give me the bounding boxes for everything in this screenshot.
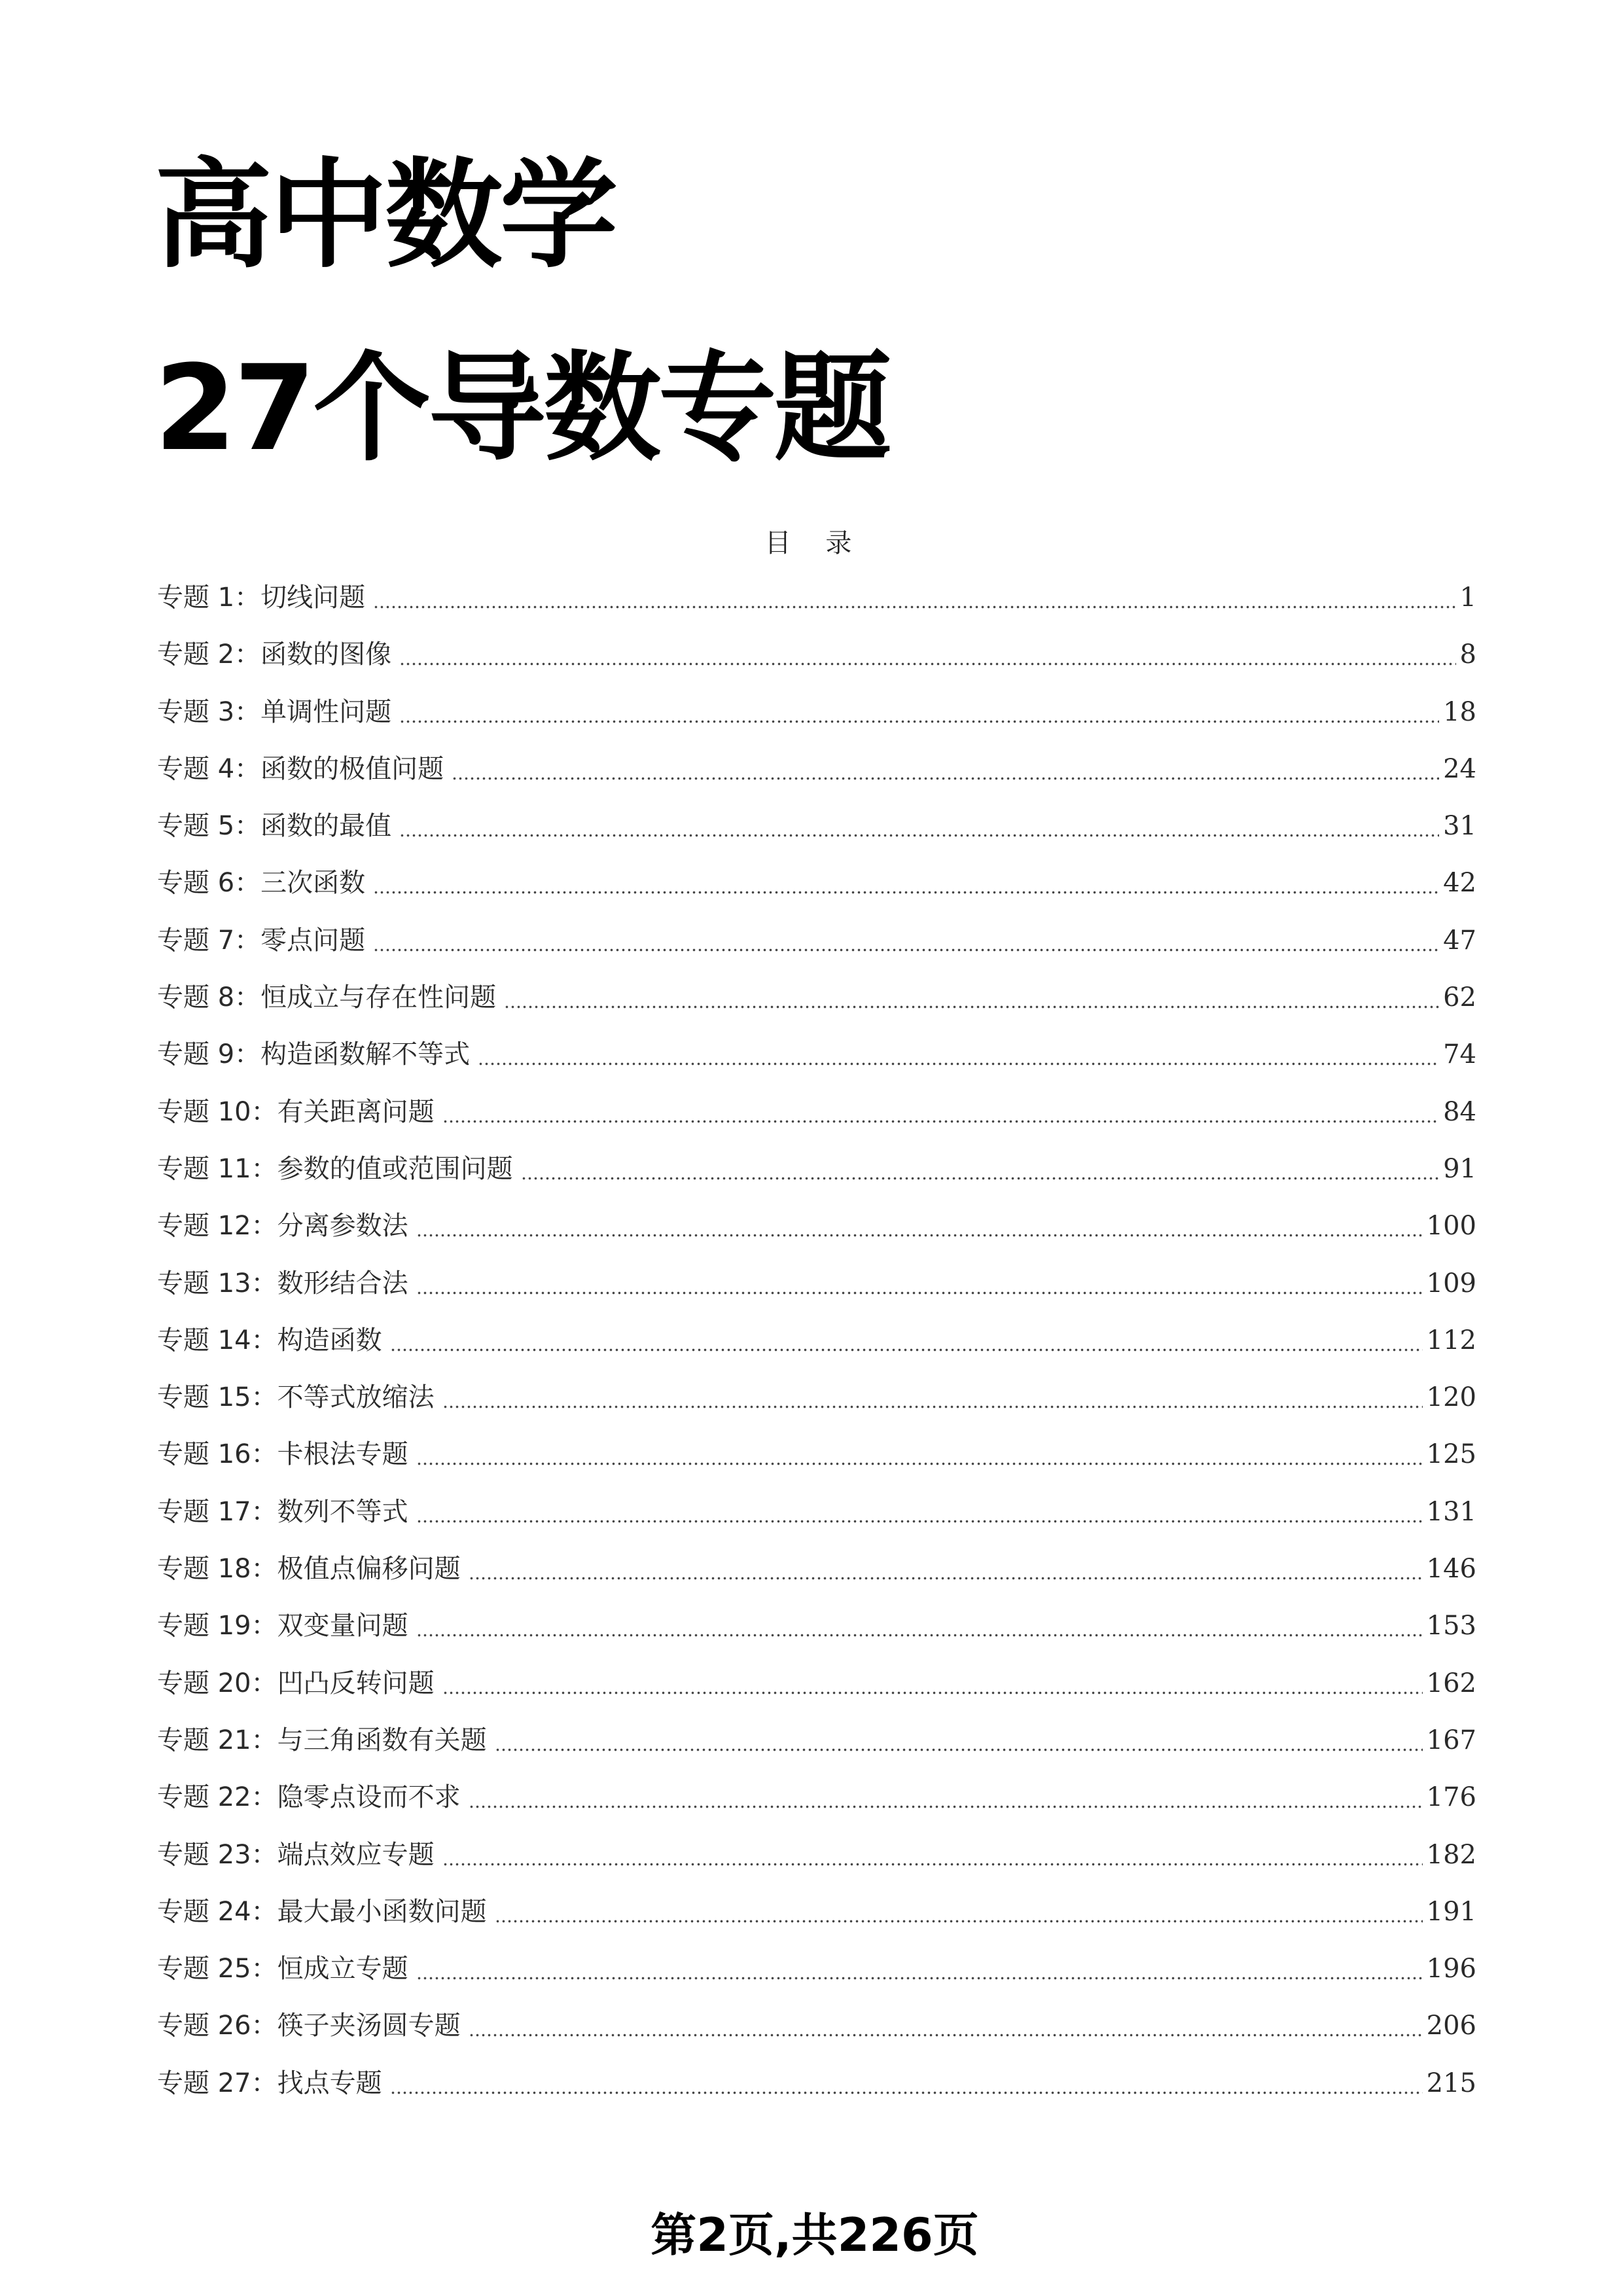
toc-entry-label: 专题 4：函数的极值问题 — [157, 753, 444, 784]
toc-entry — [157, 798, 1476, 855]
toc-entry-label: 专题 13：数形结合法 — [157, 1268, 408, 1299]
toc-entry-page-number: 215 — [1426, 2068, 1476, 2098]
toc-entry-label: 专题 5：函数的最值 — [157, 811, 392, 842]
toc-entry-label: 专题 16：卡根法专题 — [157, 1439, 408, 1470]
page-footer: 第2页,共226页 — [651, 2208, 979, 2262]
toc-dot-leader — [390, 1312, 1423, 1369]
toc-entry-page-number: 182 — [1426, 1839, 1476, 1870]
toc-entry — [157, 1598, 1476, 1655]
toc-entry-page-number: 84 — [1443, 1096, 1476, 1127]
toc-entry-page-number: 176 — [1426, 1782, 1476, 1813]
toc-dot-leader — [495, 1884, 1423, 1941]
toc-entry-page-number: 153 — [1426, 1611, 1476, 1641]
toc-entry-page-number: 24 — [1443, 753, 1476, 784]
toc-dot-leader — [416, 1598, 1423, 1655]
document-title-line-1: 高中数学 — [154, 147, 616, 284]
toc-entry — [157, 1312, 1476, 1369]
toc-entry-page-number: 125 — [1426, 1439, 1476, 1470]
toc-entry-label: 专题 1：切线问题 — [157, 583, 366, 613]
toc-entry-page-number: 31 — [1443, 811, 1476, 842]
toc-entry-page-number: 191 — [1426, 1896, 1476, 1927]
toc-entry-label: 专题 7：零点问题 — [157, 925, 366, 956]
toc-entry-label: 专题 12：分离参数法 — [157, 1211, 408, 1242]
toc-entry — [157, 1884, 1476, 1941]
toc-entry-label: 专题 17：数列不等式 — [157, 1496, 408, 1527]
toc-entry — [157, 1084, 1476, 1141]
toc-entry-page-number: 206 — [1426, 2011, 1476, 2041]
toc-dot-leader — [399, 798, 1439, 855]
toc-heading: 目 录 — [764, 528, 865, 558]
toc-entry — [157, 1541, 1476, 1598]
toc-entry — [157, 1998, 1476, 2054]
table-of-contents — [157, 569, 1476, 2112]
toc-dot-leader — [469, 1541, 1423, 1598]
toc-entry-page-number: 47 — [1443, 925, 1476, 956]
toc-entry-page-number: 42 — [1443, 868, 1476, 899]
toc-entry-label: 专题 3：单调性问题 — [157, 696, 392, 727]
toc-entry — [157, 1655, 1476, 1712]
toc-entry — [157, 569, 1476, 626]
toc-entry — [157, 1484, 1476, 1541]
toc-entry — [157, 1141, 1476, 1198]
toc-entry-label: 专题 6：三次函数 — [157, 868, 366, 899]
toc-dot-leader — [373, 569, 1455, 626]
toc-entry — [157, 912, 1476, 969]
toc-entry — [157, 1827, 1476, 1884]
toc-entry-page-number: 91 — [1443, 1153, 1476, 1184]
toc-entry — [157, 1026, 1476, 1083]
toc-entry — [157, 1426, 1476, 1483]
toc-entry-page-number: 62 — [1443, 982, 1476, 1013]
toc-entry-page-number: 18 — [1443, 696, 1476, 727]
toc-dot-leader — [399, 684, 1439, 741]
toc-entry-page-number: 167 — [1426, 1725, 1476, 1755]
toc-entry-label: 专题 15：不等式放缩法 — [157, 1382, 435, 1413]
toc-dot-leader — [416, 1941, 1423, 1998]
toc-entry-label: 专题 2：函数的图像 — [157, 639, 392, 670]
toc-dot-leader — [469, 1769, 1423, 1826]
toc-entry-label: 专题 18：极值点偏移问题 — [157, 1554, 461, 1585]
toc-entry-label: 专题 14：构造函数 — [157, 1325, 382, 1355]
toc-entry — [157, 855, 1476, 912]
toc-entry-label: 专题 20：凹凸反转问题 — [157, 1668, 435, 1698]
toc-entry-label: 专题 23：端点效应专题 — [157, 1839, 435, 1870]
toc-dot-leader — [416, 1484, 1423, 1541]
toc-entry-label: 专题 8：恒成立与存在性问题 — [157, 982, 497, 1013]
toc-dot-leader — [399, 626, 1455, 683]
toc-entry-label: 专题 19：双变量问题 — [157, 1611, 408, 1641]
toc-entry-label: 专题 21：与三角函数有关题 — [157, 1725, 487, 1755]
toc-entry — [157, 1941, 1476, 1998]
toc-entry-label: 专题 25：恒成立专题 — [157, 1954, 408, 1984]
toc-entry-label: 专题 9：构造函数解不等式 — [157, 1039, 471, 1070]
toc-dot-leader — [416, 1198, 1423, 1255]
toc-entry — [157, 684, 1476, 741]
toc-entry — [157, 1369, 1476, 1426]
toc-dot-leader — [442, 1827, 1423, 1884]
toc-entry-label: 专题 26：筷子夹汤圆专题 — [157, 2011, 461, 2041]
toc-dot-leader — [390, 2055, 1423, 2112]
toc-entry — [157, 2055, 1476, 2112]
toc-entry-label: 专题 24：最大最小函数问题 — [157, 1896, 487, 1927]
toc-entry — [157, 1769, 1476, 1826]
toc-entry-label: 专题 11：参数的值或范围问题 — [157, 1153, 513, 1184]
toc-dot-leader — [416, 1255, 1423, 1312]
toc-entry-page-number: 131 — [1426, 1496, 1476, 1527]
toc-entry-page-number: 74 — [1443, 1039, 1476, 1070]
toc-entry — [157, 626, 1476, 683]
toc-entry-label: 专题 27：找点专题 — [157, 2068, 382, 2098]
toc-entry — [157, 1712, 1476, 1769]
toc-dot-leader — [442, 1655, 1423, 1712]
toc-entry-page-number: 146 — [1426, 1554, 1476, 1585]
toc-dot-leader — [416, 1426, 1423, 1483]
toc-entry — [157, 1255, 1476, 1312]
toc-dot-leader — [495, 1712, 1423, 1769]
toc-dot-leader — [521, 1141, 1439, 1198]
toc-dot-leader — [442, 1369, 1423, 1426]
toc-dot-leader — [373, 855, 1439, 912]
toc-entry — [157, 741, 1476, 798]
document-title-line-2: 27个导数专题 — [154, 340, 889, 477]
toc-entry — [157, 969, 1476, 1026]
toc-dot-leader — [478, 1026, 1439, 1083]
toc-entry-page-number: 120 — [1426, 1382, 1476, 1413]
toc-entry-page-number: 112 — [1426, 1325, 1476, 1355]
toc-dot-leader — [373, 912, 1439, 969]
toc-dot-leader — [504, 969, 1439, 1026]
toc-entry-label: 专题 10：有关距离问题 — [157, 1096, 435, 1127]
toc-dot-leader — [469, 1998, 1423, 2054]
toc-dot-leader — [452, 741, 1439, 798]
toc-entry-page-number: 8 — [1459, 639, 1476, 670]
toc-entry-page-number: 1 — [1459, 583, 1476, 613]
toc-entry-page-number: 162 — [1426, 1668, 1476, 1698]
toc-entry-label: 专题 22：隐零点设而不求 — [157, 1782, 461, 1813]
toc-entry-page-number: 196 — [1426, 1954, 1476, 1984]
toc-entry-page-number: 100 — [1426, 1211, 1476, 1242]
toc-dot-leader — [442, 1084, 1439, 1141]
toc-entry — [157, 1198, 1476, 1255]
toc-entry-page-number: 109 — [1426, 1268, 1476, 1299]
